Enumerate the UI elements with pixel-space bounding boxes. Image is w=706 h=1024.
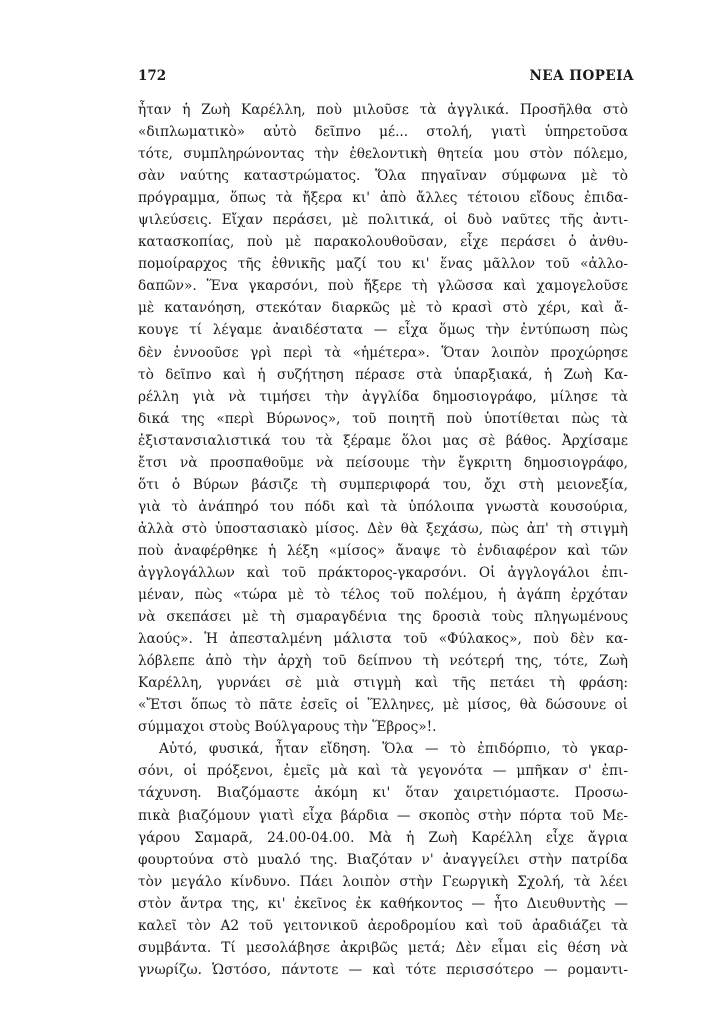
text-line: συμβάντα. Τί μεσολάβησε ἀκριβῶς μετά; Δὲν εἶμαι εἰς θέση νὰ — [138, 939, 628, 956]
text-line: ψιλεύσεις. Εἴχαν περάσει, μὲ πολιτικά, οἱ δυὸ ναῦτες τῆς ἀντι- — [138, 212, 628, 229]
text-line: δικά της «περὶ Βύρωνος», τοῦ ποιητῆ ποὺ ὑποτίθεται πὼς τὰ — [138, 410, 628, 427]
text-line: λαούς». Ἡ ἀπεσταλμένη μάλιστα τοῦ «Φύλακος», ποὺ δὲν κα- — [138, 631, 628, 648]
text-line: γιὰ τὸ ἀνάπηρό του πόδι καὶ τὰ ὑπόλοιπα γνωστὰ κουσούρια, — [138, 498, 628, 515]
text-line: δαπῶν». Ἕνα γκαρσόνι, ποὺ ἤξερε τὴ γλῶσσα καὶ χαμογελοῦσε — [138, 278, 628, 295]
text-line: ἦταν ἡ Ζωὴ Καρέλλη, ποὺ μιλοῦσε τὰ ἀγγλικά. Προσῆλθα στὸ — [138, 102, 628, 118]
text-line: πικὰ βιαζόμουν γιατὶ εἶχα βάρδια — σκοπὸς στὴν πόρτα τοῦ Με- — [138, 807, 628, 824]
text-line: σόνι, οἱ πρόξενοι, ἐμεῖς μὰ καὶ τὰ γεγονότα — μπῆκαν σ' ἐπι- — [138, 763, 628, 780]
text-line: λόβλεπε ἀπὸ τὴν ἀρχὴ τοῦ δείπνου τὴ νεότερή της, τότε, Ζωὴ — [138, 653, 628, 670]
text-line: καλεῖ τὸν Α2 τοῦ γειτονικοῦ ἀεροδρομίου καὶ τοῦ ἀραδιάζει τὰ — [138, 917, 628, 934]
text-line: γνωρίζω. Ὡστόσο, πάντοτε — καὶ τότε περισσότερο — ρομαντι- — [138, 961, 628, 978]
text-line: «Ἔτσι ὅπως τὸ πᾶτε ἐσεῖς οἱ Ἕλληνες, μὲ μίσος, θὰ δώσουνε οἱ — [138, 697, 628, 714]
text-line: ἀλλὰ στὸ ὑποστασιακὸ μίσος. Δὲν θὰ ξεχάσω, πὼς ἀπ' τὴ στιγμὴ — [138, 520, 628, 537]
text-line: δὲν ἐννοοῦσε γρὶ περὶ τὰ «ἡμέτερα». Ὅταν λοιπὸν προχώρησε — [138, 344, 628, 361]
text-line: τὸ δεῖπνο καὶ ἡ συζήτηση πέρασε στὰ ὑπαρξιακά, ἡ Ζωὴ Κα- — [138, 366, 628, 383]
text-line: ἔτσι νὰ προσπαθοῦμε νὰ πείσουμε τὴν ἔγκριτη δημοσιογράφο, — [138, 454, 628, 471]
text-line: Καρέλλη, γυρνάει σὲ μιὰ στιγμὴ καὶ τῆς πετάει τὴ φράση: — [138, 675, 628, 692]
text-line: τὸν μεγάλο κίνδυνο. Πάει λοιπὸν στὴν Γεωργικὴ Σχολή, τὰ λέει — [138, 873, 628, 890]
text-line: πρόγραμμα, ὅπως τὰ ἤξερα κι' ἀπὸ ἄλλες τέτοιου εἴδους ἐπιδα- — [138, 190, 628, 207]
text-line: μὲ κατανόηση, στεκόταν διαρκῶς μὲ τὸ κρασὶ στὸ χέρι, καὶ ἄ- — [138, 300, 628, 317]
text-line: κουγε τί λέγαμε ἀναιδέστατα — εἶχα ὅμως τὴν ἐντύπωση πὼς — [138, 322, 628, 339]
text-line: πομοίραρχος τῆς ἐθνικῆς μαζί του κι' ἕνας μᾶλλον τοῦ «ἀλλο- — [138, 256, 628, 273]
text-line: γάρου Σαμαρᾶ, 24.00-04.00. Μὰ ἡ Ζωὴ Καρέλλη εἶχε ἄγρια — [138, 829, 628, 846]
text-line: ἐξιστανσιαλιστικά του τὰ ξέραμε ὅλοι μας σὲ βάθος. Ἀρχίσαμε — [138, 432, 628, 449]
text-line: φουρτούνα στὸ μυαλό της. Βιαζόταν ν' ἀναγγείλει στὴν πατρίδα — [138, 851, 628, 868]
text-line: τότε, συμπληρώνοντας τὴν ἐθελοντικὴ θητεία μου στὸν πόλεμο, — [138, 146, 628, 163]
text-line: Αὐτό, φυσικά, ἦταν εἴδηση. Ὅλα — τὸ ἐπιδόρπιο, τὸ γκαρ- — [159, 741, 628, 758]
text-line: μέναν, πὼς «τώρα μὲ τὸ τέλος τοῦ πολέμου, ἡ ἀγάπη ἐρχόταν — [138, 587, 628, 604]
text-line: νὰ σκεπάσει μὲ τὴ σμαραγδένια της δροσιὰ τοὺς πληγωμένους — [138, 609, 628, 626]
text-line: τάχυνση. Βιαζόμαστε ἀκόμη κι' ὅταν χαιρετιόμαστε. Προσω- — [138, 785, 628, 802]
text-line: «διπλωματικὸ» αὐτὸ δεῖπνο μέ... στολή, γιατὶ ὑπηρετοῦσα — [138, 124, 628, 141]
running-title: ΝΕΑ ΠΟΡΕΙΑ — [529, 68, 634, 84]
text-line: ποὺ ἀναφέρθηκε ἡ λέξη «μίσος» ἄναψε τὸ ἐνδιαφέρον καὶ τῶν — [138, 542, 628, 559]
body-text — [138, 99, 628, 981]
text-line: ἀγγλογάλλων καὶ τοῦ πράκτορος-γκαρσόνι. Οἱ ἀγγλογάλοι ἐπι- — [138, 564, 628, 581]
text-line: ὅτι ὁ Βύρων βάσιζε τὴ συμπεριφορά του, ὄχι στὴ μειονεξία, — [138, 476, 628, 493]
text-line: στὸν ἄντρα της, κι' ἐκεῖνος ἐκ καθήκοντος — ἦτο Διευθυντὴς — — [138, 895, 628, 912]
text-line: ρέλλη γιὰ νὰ τιμήσει τὴν ἀγγλίδα δημοσιογράφο, μίλησε τὰ — [138, 388, 628, 405]
text-line: σὰν ναύτης καταστρώματος. Ὅλα πηγαῖναν σύμφωνα μὲ τὸ — [138, 168, 628, 185]
text-line: σύμμαχοι στοὺς Βούλγαρους τὴν Ἕβρος»!. — [138, 719, 437, 736]
page-number: 172 — [138, 68, 167, 84]
page-header — [138, 68, 634, 90]
text-line: κατασκοπίας, ποὺ μὲ παρακολουθοῦσαν, εἶχε περάσει ὁ ἀνθυ- — [138, 234, 628, 251]
